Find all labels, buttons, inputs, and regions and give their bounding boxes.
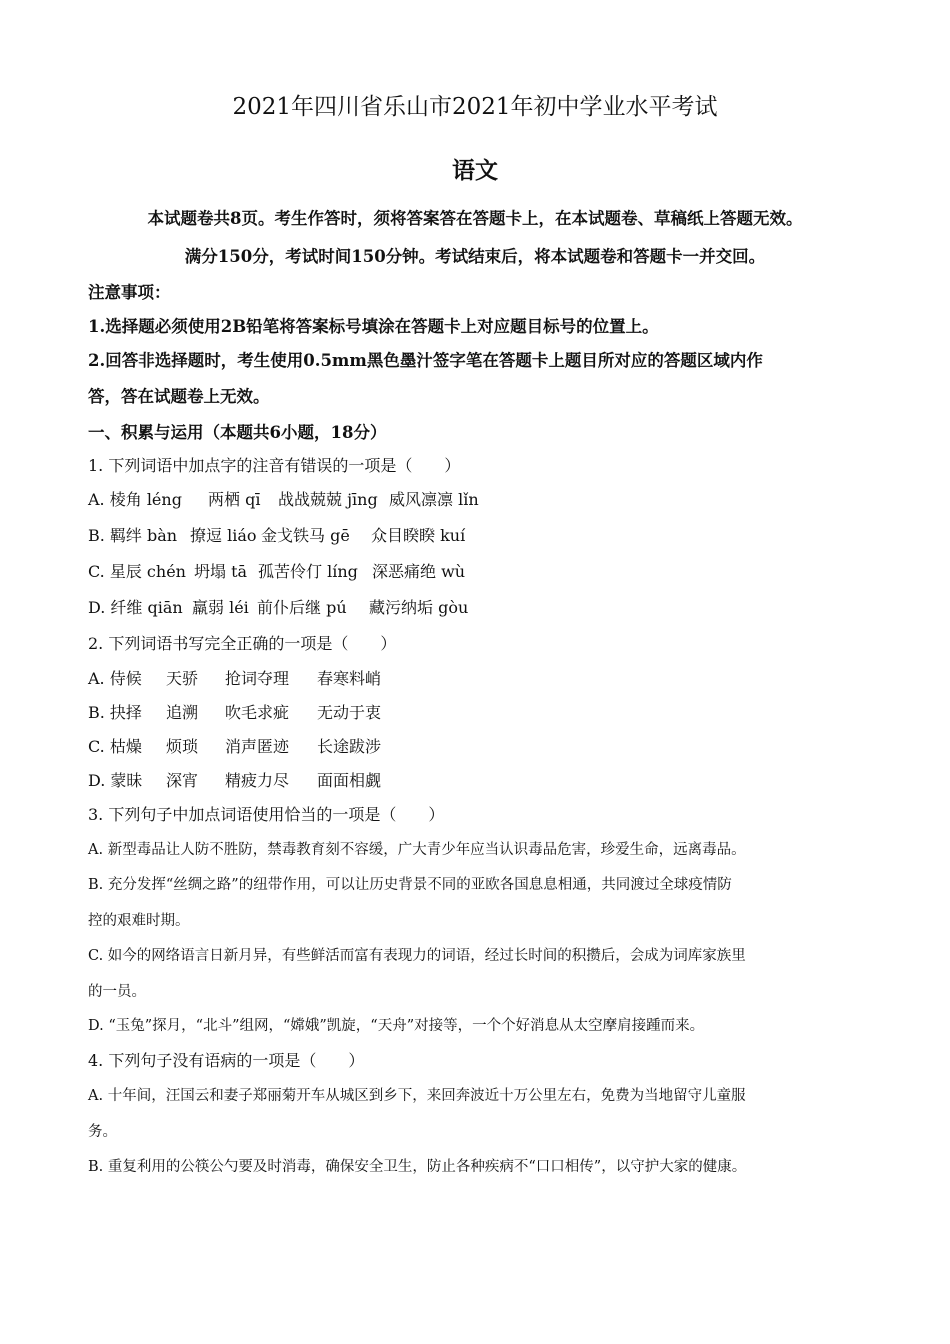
question-2-stem: 2. 下列词语书写完全正确的一项是（ ） <box>88 634 397 653</box>
notes-item-2-line-2: 答，答在试题卷上无效。 <box>88 387 270 406</box>
option-word: 面面相觑 <box>317 771 382 790</box>
option-word: D. 蒙昧 <box>88 771 143 790</box>
option-word: D. 纤维 qiān <box>88 598 183 617</box>
question-1-stem: 1. 下列词语中加点字的注音有错误的一项是（ ） <box>88 456 461 475</box>
option-word: 深宵 <box>166 771 199 790</box>
question-3-option-d: D. “玉兔”探月，“北斗”组网，“嫦娥”凯旋，“天舟”对接等，一个个好消息从太空摩肩接踵而来。 <box>88 1018 705 1034</box>
question-2-option-a <box>88 666 381 689</box>
option-word: 众目睽睽 kuí <box>371 526 466 545</box>
option-word: 羸弱 léi <box>192 598 249 617</box>
question-3-option-b-line-2: 控的艰难时期。 <box>88 913 190 929</box>
option-word: 长途跋涉 <box>317 737 382 756</box>
option-word: 藏污纳垢 gòu <box>369 598 469 617</box>
option-word: 两栖 qī <box>208 490 261 509</box>
option-word: 消声匿迹 <box>225 737 290 756</box>
option-word: C. 星辰 chén <box>88 562 186 581</box>
question-2-option-b <box>88 700 381 723</box>
option-word: 金戈铁马 gē <box>261 526 350 545</box>
option-word: B. 羁绊 bàn <box>88 526 178 545</box>
option-word: 追溯 <box>166 703 199 722</box>
question-3-option-b-line-1: B. 充分发挥“丝绸之路”的纽带作用，可以让历史背景不同的亚欧各国息息相通，共同渡过全球疫情防 <box>88 877 732 893</box>
option-word: 天骄 <box>166 669 199 688</box>
question-1-option-a <box>88 487 479 510</box>
option-word: 威风凛凛 lǐn <box>389 490 479 509</box>
question-1-option-d <box>88 595 468 618</box>
intro-line-2: 满分150分，考试时间150分钟。考试结束后，将本试题卷和答题卡一并交回。 <box>184 247 766 266</box>
notes-item-1: 1.选择题必须使用2B铅笔将答案标号填涂在答题卡上对应题目标号的位置上。 <box>88 317 659 336</box>
question-3-option-c-line-1: C. 如今的网络语言日新月异，有些鲜活而富有表现力的词语，经过长时间的积攒后，会成为词库家族里 <box>88 948 746 964</box>
option-word: 烦琐 <box>166 737 199 756</box>
page-title: 2021年四川省乐山市2021年初中学业水平考试 <box>232 94 718 120</box>
section-1-heading: 一、积累与运用（本题共6小题，18分） <box>88 423 387 442</box>
option-word: 无动于衷 <box>317 703 382 722</box>
question-4-option-a-line-1: A. 十年间，汪国云和妻子郑丽菊开车从城区到乡下，来回奔波近十万公里左右，免费为当地留守儿童服 <box>88 1088 746 1104</box>
intro-line-1: 本试题卷共8页。考生作答时，须将答案答在答题卡上，在本试题卷、草稿纸上答题无效。 <box>147 209 803 228</box>
option-word: A. 棱角 léng <box>88 490 182 509</box>
question-4-stem: 4. 下列句子没有语病的一项是（ ） <box>88 1051 365 1070</box>
notes-item-2-line-1: 2.回答非选择题时，考生使用0.5mm黑色墨汁签字笔在答题卡上题目所对应的答题区域内作 <box>88 351 763 370</box>
notes-heading: 注意事项： <box>88 283 171 302</box>
option-word: 前仆后继 pú <box>257 598 347 617</box>
question-3-option-c-line-2: 的一员。 <box>88 984 146 1000</box>
option-word: 精疲力尽 <box>225 771 290 790</box>
question-2-option-c <box>88 734 381 757</box>
option-word: 战战兢兢 jīng <box>278 490 378 509</box>
option-word: B. 抉择 <box>88 703 142 722</box>
question-2-option-d <box>88 768 381 791</box>
option-word: 深恶痛绝 wù <box>372 562 466 581</box>
question-1-option-c <box>88 559 465 582</box>
option-word: 春寒料峭 <box>317 669 382 688</box>
subject-title: 语文 <box>452 157 498 184</box>
question-4-option-b: B. 重复利用的公筷公勺要及时消毒，确保安全卫生，防止各种疾病不“口口相传”，以守护大家的健康。 <box>88 1159 747 1175</box>
option-word: 吹毛求疵 <box>225 703 290 722</box>
question-1-option-b <box>88 523 465 546</box>
option-word: 孤苦伶仃 líng <box>258 562 358 581</box>
question-3-stem: 3. 下列句子中加点词语使用恰当的一项是（ ） <box>88 805 445 824</box>
option-word: A. 侍候 <box>88 669 142 688</box>
option-word: 撩逗 liáo <box>190 526 257 545</box>
option-word: 坍塌 tā <box>194 562 248 581</box>
question-4-option-a-line-2: 务。 <box>88 1124 117 1140</box>
question-3-option-a: A. 新型毒品让人防不胜防，禁毒教育刻不容缓，广大青少年应当认识毒品危害，珍爱生命，远离毒品。 <box>88 842 746 858</box>
option-word: 抢词夺理 <box>225 669 290 688</box>
option-word: C. 枯燥 <box>88 737 142 756</box>
